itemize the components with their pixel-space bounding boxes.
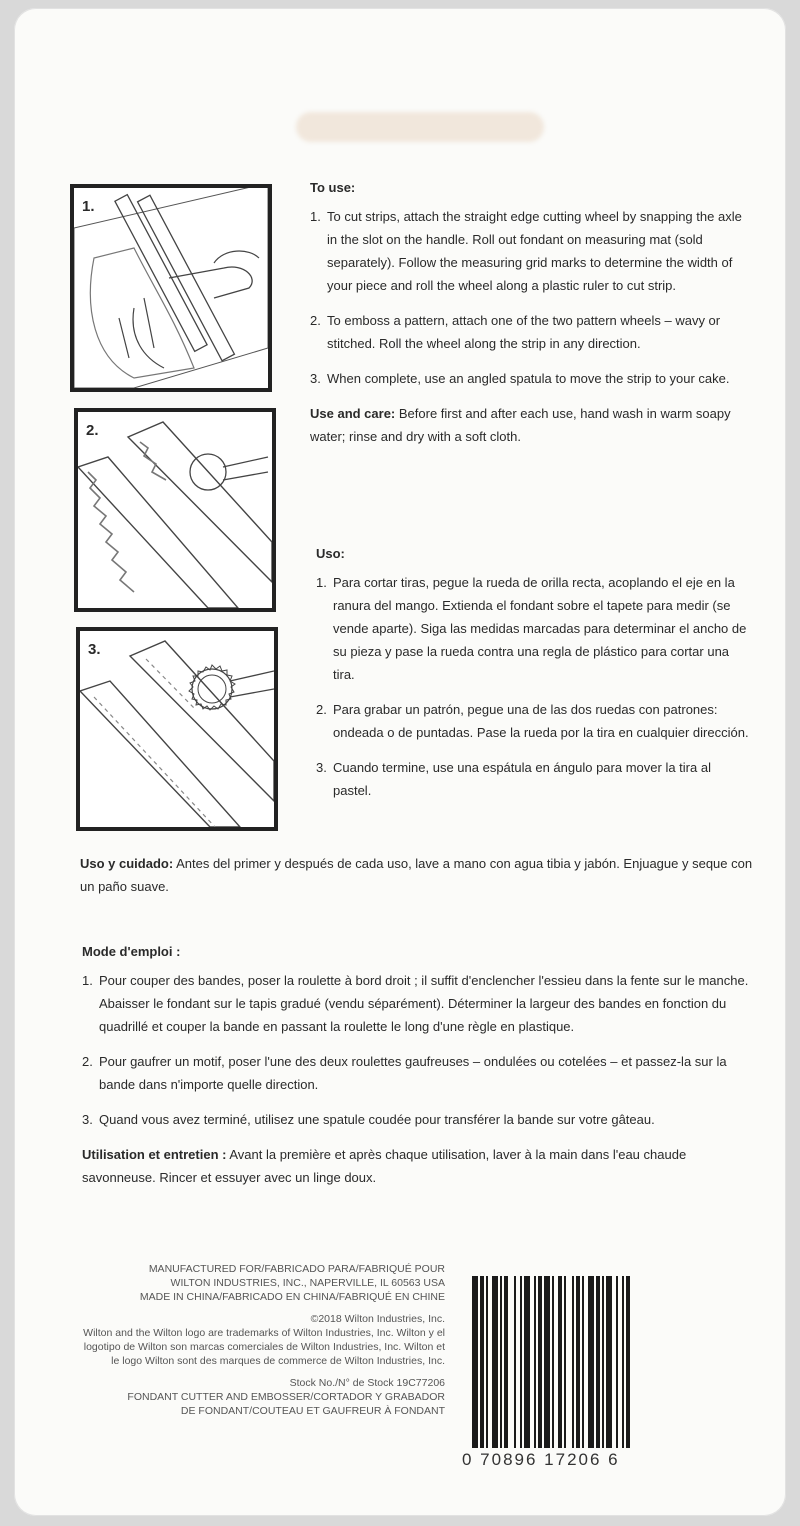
product-name: FONDANT CUTTER AND EMBOSSER/CORTADOR Y GRABADOR bbox=[127, 1391, 445, 1403]
product-name-cont: DE FONDANT/COUTEAU ET GAUFREUR À FONDANT bbox=[180, 1405, 445, 1417]
section-heading: Uso: bbox=[316, 546, 345, 561]
section-heading: Mode d'emploi : bbox=[82, 944, 181, 959]
instruction-illustration-2 bbox=[74, 408, 276, 612]
instruction-illustration-3 bbox=[76, 627, 278, 831]
care-instructions: Utilisation et entretien : Avant la première et après chaque utilisation, laver à la main dans l'eau chaude savonneuse. Rincer et essuyer avec un linge doux. bbox=[82, 1147, 687, 1185]
embossing-wavy-drawing bbox=[78, 412, 272, 608]
instruction-step: 3. Cuando termine, use una espátula en ángulo para mover la tira al pastel. bbox=[316, 760, 711, 798]
barcode-graphic bbox=[468, 1276, 728, 1461]
copyright: ©2018 Wilton Industries, Inc. bbox=[310, 1313, 445, 1325]
spanish-instructions bbox=[316, 546, 752, 814]
instruction-step: 1. To cut strips, attach the straight edge cutting wheel by snapping the axle in the slot on the handle. Roll out fondant on measuring mat (sold separately). Follow the measuring grid marks to determine the width of your piece and roll the wheel along a plastic ruler to cut strip. bbox=[310, 209, 742, 293]
manufactured-for: MANUFACTURED FOR/FABRICADO PARA/FABRIQUÉ POUR bbox=[148, 1263, 445, 1275]
instruction-illustration-1 bbox=[70, 184, 272, 392]
embossing-stitched-drawing bbox=[80, 631, 274, 827]
address: WILTON INDUSTRIES, INC., NAPERVILLE, IL 60563 USA bbox=[170, 1277, 445, 1289]
english-instructions bbox=[310, 180, 750, 448]
instruction-step: 2. Para grabar un patrón, pegue una de las dos ruedas con patrones: ondeada o de puntadas. Pase la rueda por la tira en cualquier dirección. bbox=[316, 702, 749, 740]
manufacturer-info bbox=[80, 1262, 445, 1418]
trademark-notice: Wilton and the Wilton logo are trademarks of Wilton Industries, Inc. Wilton y el logotipo de Wilton son marcas comerciales de Wilton Industries, Inc. Wilton et le logo Wilton sont des marques de commerce de Wilton Industries, Inc. bbox=[83, 1327, 445, 1367]
panel-number: 3. bbox=[88, 641, 101, 658]
spanish-care-instructions: Uso y cuidado: Antes del primer y después de cada uso, lave a mano con agua tibia y jabón. Enjuague y seque con un paño suave. bbox=[80, 856, 753, 894]
section-heading: To use: bbox=[310, 180, 356, 195]
made-in: MADE IN CHINA/FABRICADO EN CHINA/FABRIQUÉ EN CHINE bbox=[139, 1291, 445, 1303]
hang-hole bbox=[296, 112, 544, 142]
french-instructions bbox=[82, 944, 754, 1189]
care-instructions: Use and care: Before first and after each use, hand wash in warm soapy water; rinse and dry with a soft cloth. bbox=[310, 406, 731, 444]
instruction-step: 2. Pour gaufrer un motif, poser l'une des deux roulettes gaufreuses – ondulées ou cotelées – et passez-la sur la bande dans n'importe quelle direction. bbox=[82, 1054, 727, 1092]
stock-number: Stock No./N° de Stock 19C77206 bbox=[289, 1377, 445, 1389]
instruction-step: 2. To emboss a pattern, attach one of the two pattern wheels – wavy or stitched. Roll the wheel along the strip in any direction. bbox=[310, 313, 721, 351]
panel-number: 2. bbox=[86, 422, 99, 439]
instruction-step: 3. When complete, use an angled spatula to move the strip to your cake. bbox=[310, 371, 730, 386]
cutting-strip-drawing bbox=[74, 188, 268, 388]
barcode-number: 0 70896 17206 6 bbox=[462, 1450, 620, 1469]
instruction-step: 3. Quand vous avez terminé, utilisez une spatule coudée pour transférer la bande sur votre gâteau. bbox=[82, 1112, 655, 1127]
instruction-step: 1. Para cortar tiras, pegue la rueda de orilla recta, acoplando el eje en la ranura del mango. Extienda el fondant sobre el tapete para medir (se vende aparte). Siga las medidas marcadas para determinar el ancho de su pieza y pase la rueda contra una regla de plástico para cortar una tira. bbox=[316, 575, 747, 682]
instruction-step: 1. Pour couper des bandes, poser la roulette à bord droit ; il suffit d'enclencher l'essieu dans la fente sur le manche. Abaisser le fondant sur le tapis gradué (vendu séparément). Déterminer la largeur des bandes en fonction du quadrillé et couper la bande en passant la roulette le long d'une règle en plastique. bbox=[82, 973, 749, 1034]
panel-number: 1. bbox=[82, 198, 95, 215]
